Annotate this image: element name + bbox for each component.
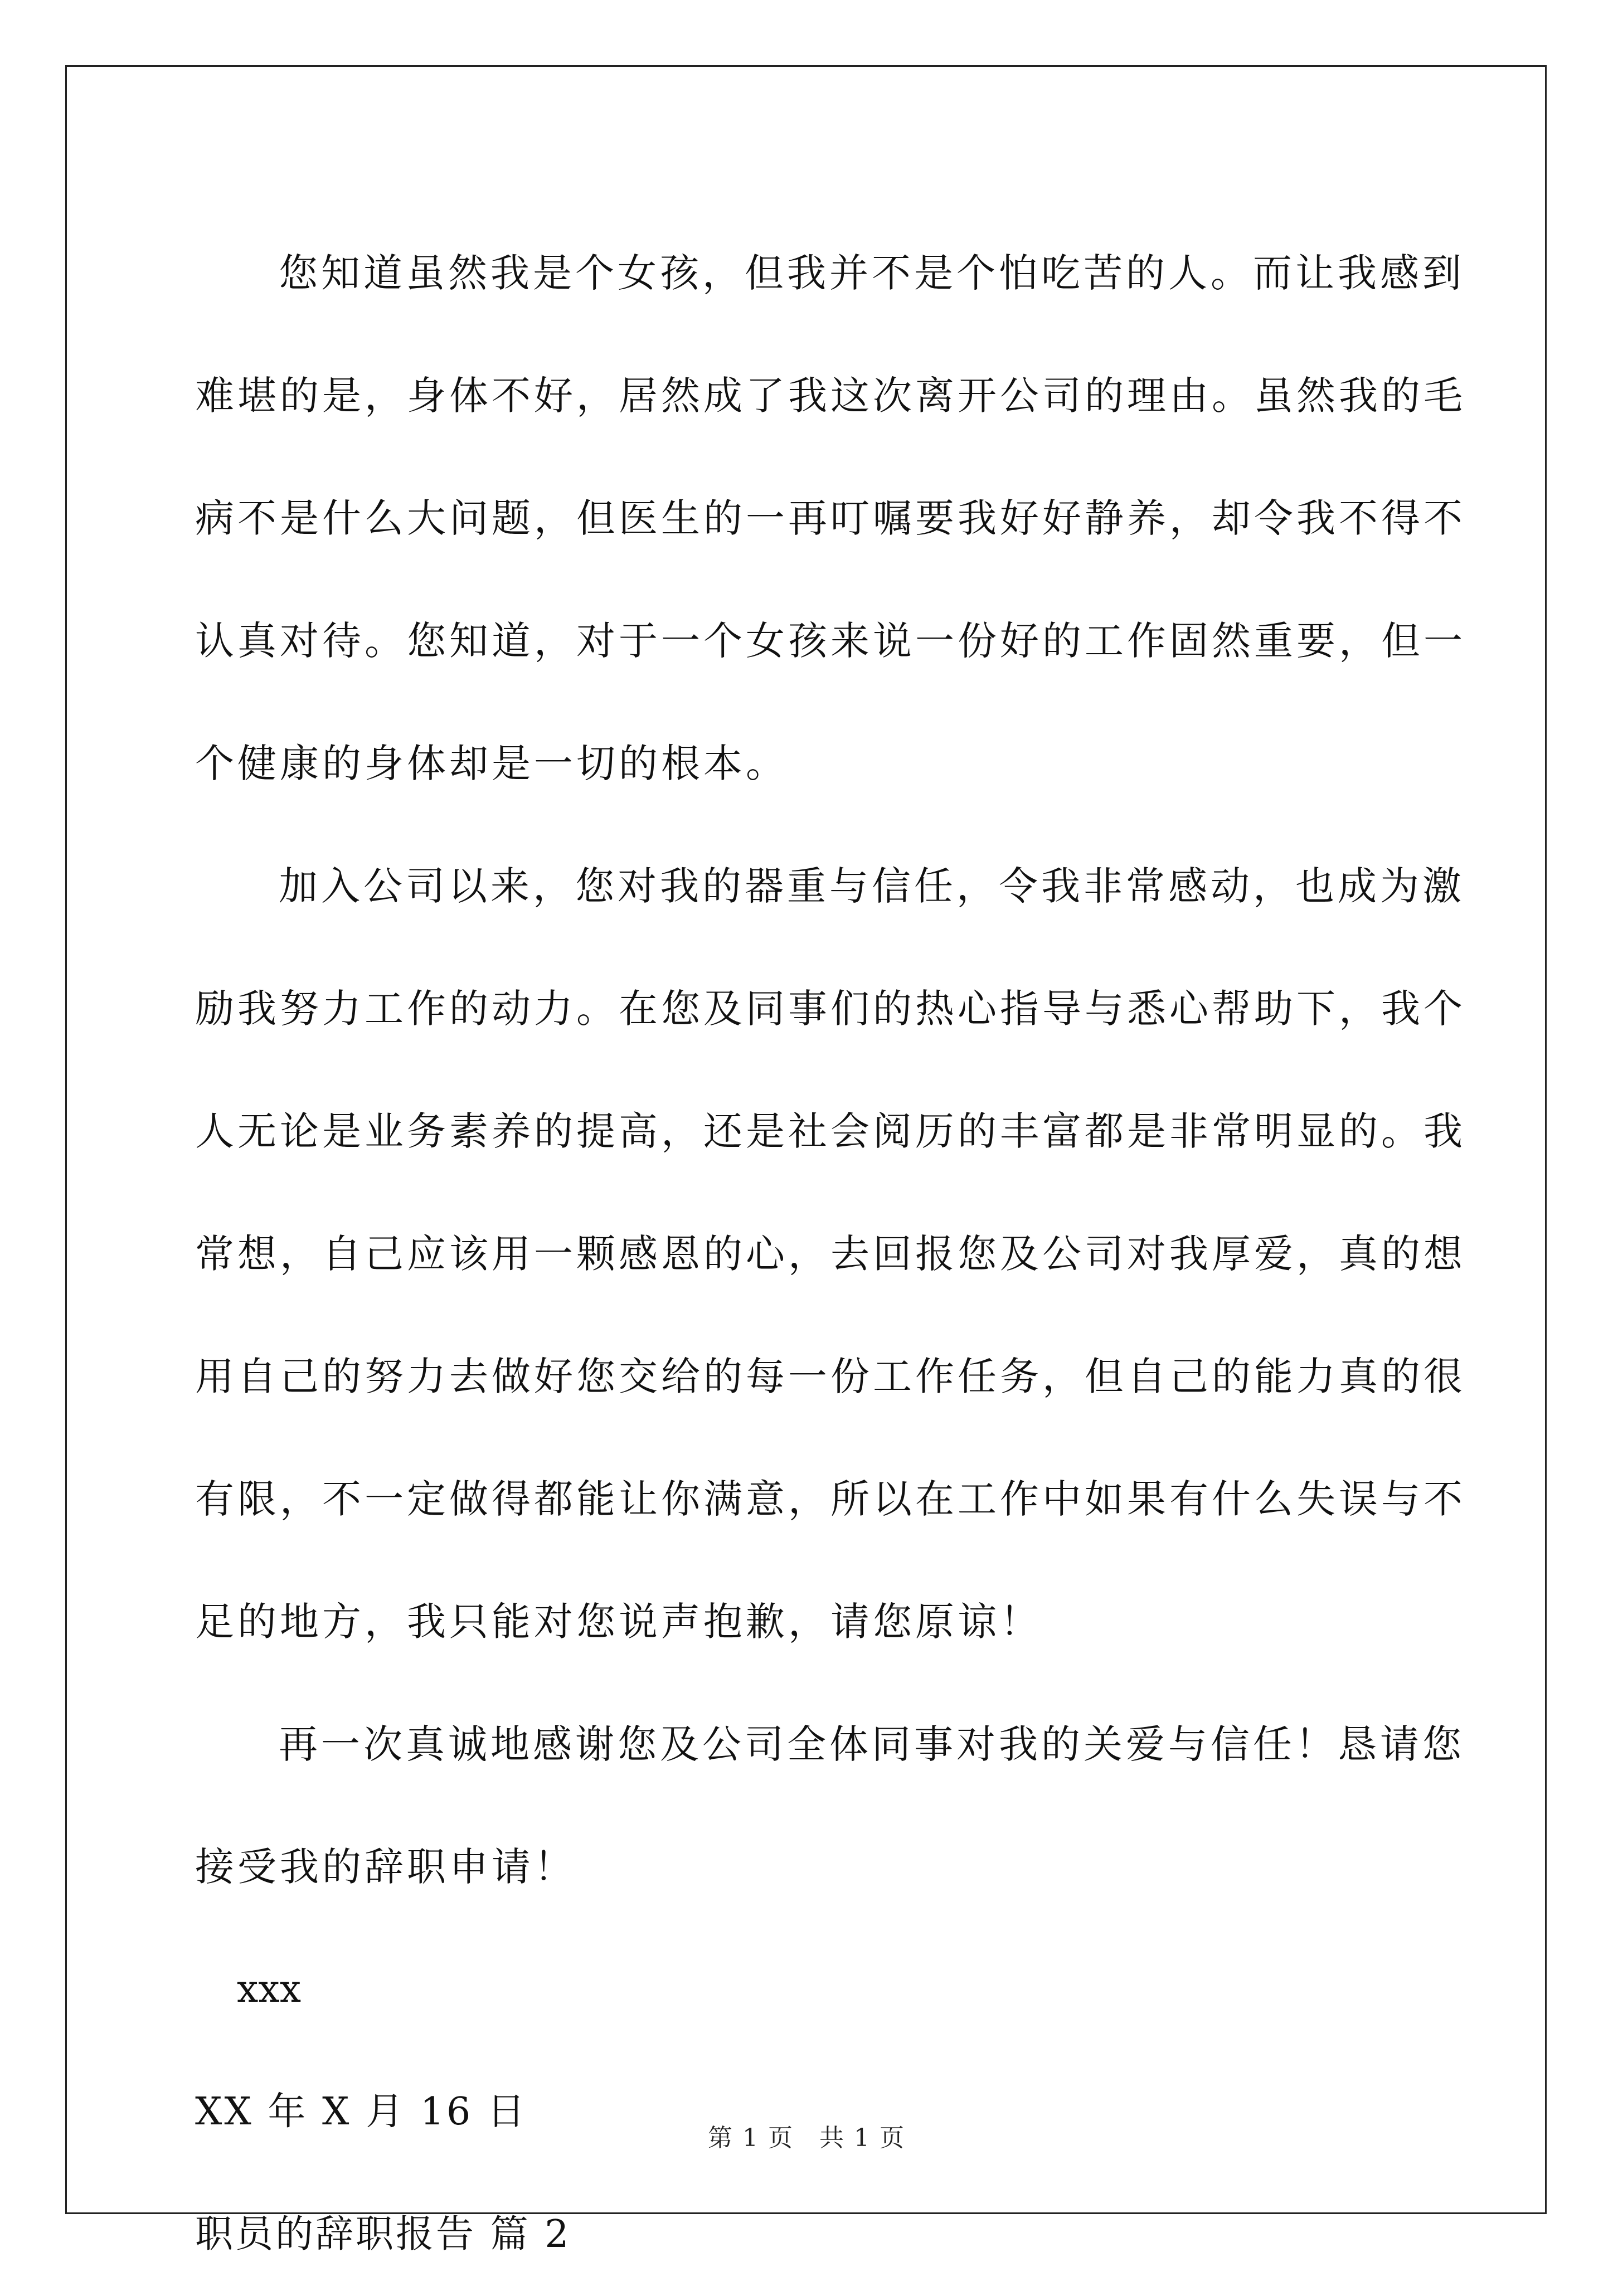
paragraph-line: 常想，自己应该用一颗感恩的心，去回报您及公司对我厚爱，真的想 <box>195 1231 1466 1277</box>
signature: xxx <box>237 1967 302 2011</box>
date-line: XX 年 X 月 16 日 <box>195 2090 527 2134</box>
paragraph-1 <box>195 212 1466 825</box>
paragraph-line: 认真对待。您知道，对于一个女孩来说一份好的工作固然重要，但一 <box>195 618 1466 664</box>
paragraph-line: 足的地方，我只能对您说声抱歉，请您原谅！ <box>195 1599 1042 1645</box>
paragraph-line: 人无论是业务素养的提高，还是社会阅历的丰富都是非常明显的。我 <box>195 1108 1466 1154</box>
paragraph-line: 个健康的身体却是一切的根本。 <box>195 741 788 786</box>
paragraph-line: 再一次真诚地感谢您及公司全体同事对我的关爱与信任！恳请您 <box>279 1721 1465 1767</box>
paragraph-line: 您知道虽然我是个女孩，但我并不是个怕吃苦的人。而让我感到 <box>279 250 1465 296</box>
paragraph-line: 用自己的努力去做好您交给的每一份工作任务，但自己的能力真的很 <box>195 1354 1466 1399</box>
page-footer: 第 1 页 共 1 页 <box>708 2124 905 2152</box>
paragraph-line: 难堪的是，身体不好，居然成了我这次离开公司的理由。虽然我的毛 <box>195 373 1466 419</box>
paragraph-line: 接受我的辞职申请！ <box>195 1844 576 1890</box>
next-section-title: 职员的辞职报告 篇 2 <box>195 2212 571 2256</box>
document-body <box>195 212 1466 2296</box>
paragraph-line: 励我努力工作的动力。在您及同事们的热心指导与悉心帮助下，我个 <box>195 986 1466 1032</box>
paragraph-2 <box>195 825 1466 1683</box>
paragraph-line: 有限，不一定做得都能让你满意，所以在工作中如果有什么失误与不 <box>195 1476 1466 1522</box>
paragraph-line: 加入公司以来，您对我的器重与信任，令我非常感动，也成为激 <box>279 863 1465 909</box>
paragraph-line: 病不是什么大问题，但医生的一再叮嘱要我好好静养，却令我不得不 <box>195 495 1466 541</box>
paragraph-3 <box>195 1683 1465 1928</box>
